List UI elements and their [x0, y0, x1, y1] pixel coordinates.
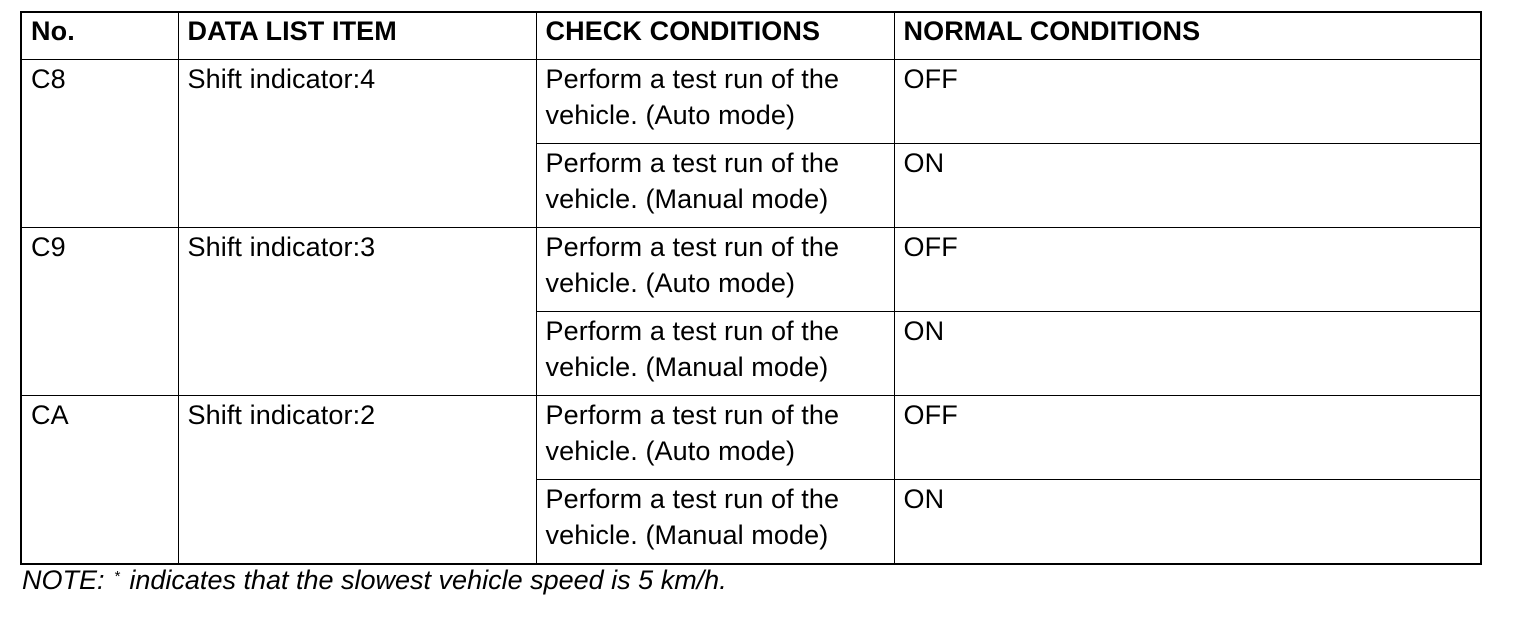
cell-data-list-item: Shift indicator:3 [178, 228, 536, 396]
note-asterisk: * [114, 568, 120, 585]
cell-normal-condition: OFF [894, 228, 1481, 312]
cell-normal-condition: ON [894, 144, 1481, 228]
header-check-conditions: CHECK CONDITIONS [536, 12, 894, 60]
cell-check-condition: Perform a test run of the vehicle. (Auto mode) [536, 228, 894, 312]
cell-no: C9 [21, 228, 178, 396]
data-list-table [20, 11, 1482, 565]
note-text: indicates that the slowest vehicle speed is 5 km/h. [129, 565, 727, 595]
cell-normal-condition: ON [894, 480, 1481, 565]
table-row [21, 60, 1481, 144]
table-row [21, 396, 1481, 480]
table-header-row [21, 12, 1481, 60]
cell-normal-condition: OFF [894, 60, 1481, 144]
cell-check-condition: Perform a test run of the vehicle. (Manual mode) [536, 144, 894, 228]
cell-data-list-item: Shift indicator:2 [178, 396, 536, 565]
cell-no: C8 [21, 60, 178, 228]
table-row [21, 228, 1481, 312]
cell-normal-condition: ON [894, 312, 1481, 396]
header-normal-conditions: NORMAL CONDITIONS [894, 12, 1481, 60]
header-data-list-item: DATA LIST ITEM [178, 12, 536, 60]
cell-check-condition: Perform a test run of the vehicle. (Auto mode) [536, 60, 894, 144]
cell-normal-condition: OFF [894, 396, 1481, 480]
footnote [22, 562, 782, 599]
note-prefix: NOTE: [22, 565, 105, 595]
cell-no: CA [21, 396, 178, 565]
cell-data-list-item: Shift indicator:4 [178, 60, 536, 228]
cell-check-condition: Perform a test run of the vehicle. (Manual mode) [536, 480, 894, 565]
cell-check-condition: Perform a test run of the vehicle. (Auto mode) [536, 396, 894, 480]
header-no: No. [21, 12, 178, 60]
cell-check-condition: Perform a test run of the vehicle. (Manual mode) [536, 312, 894, 396]
